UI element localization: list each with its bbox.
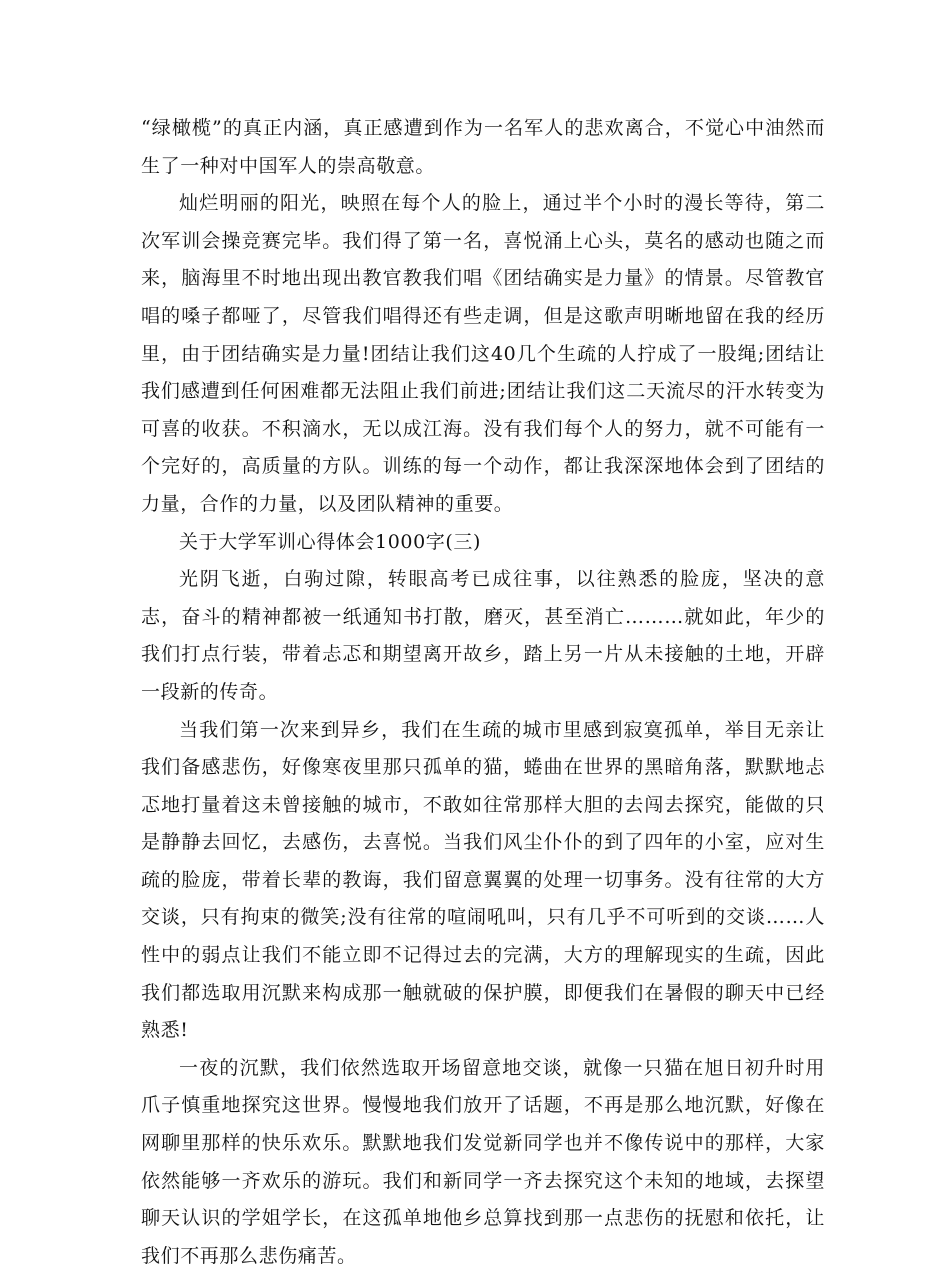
document-body xyxy=(141,110,825,1275)
paragraph: 光阴飞逝，白驹过隙，转眼高考已成往事，以往熟悉的脸庞，坚决的意志，奋斗的精神都被一纸通知书打散，磨灭，甚至消亡………就如此，年少的我们打点行装，带着忐忑和期望离开故乡，踏上另一片从未接触的土地，开辟一段新的传奇。 xyxy=(141,568,825,703)
paragraph: 灿烂明丽的阳光，映照在每个人的脸上，通过半个小时的漫长等待，第二次军训会操竞赛完毕。我们得了第一名，喜悦涌上心头，莫名的感动也随之而来，脑海里不时地出现出教官教我们唱《团结确实是力量》的情景。尽管教官唱的嗓子都哑了，尽管我们唱得还有些走调，但是这歌声明晰地留在我的经历里，由于团结确实是力量!团结让我们这40几个生疏的人拧成了一股绳;团结让我们感遭到任何困难都无法阻止我们前进;团结让我们这二天流尽的汗水转变为可喜的收获。不积滴水，无以成江海。没有我们每个人的努力，就不可能有一个完好的，高质量的方队。训练的每一个动作，都让我深深地体会到了团结的力量，合作的力量，以及团队精神的重要。 xyxy=(141,192,825,515)
paragraph: 当我们第一次来到异乡，我们在生疏的城市里感到寂寞孤单，举目无亲让我们备感悲伤，好像寒夜里那只孤单的猫，蜷曲在世界的黑暗角落，默默地忐忑地打量着这未曾接触的城市，不敢如往常那样大胆的去闯去探究，能做的只是静静去回忆，去感伤，去喜悦。当我们风尘仆仆的到了四年的小室，应对生疏的脸庞，带着长辈的教诲，我们留意翼翼的处理一切事务。没有往常的大方交谈，只有拘束的微笑;没有往常的喧闹吼叫，只有几乎不可听到的交谈……人性中的弱点让我们不能立即不记得过去的完满，大方的理解现实的生疏，因此我们都选取用沉默来构成那一触就破的保护膜，即便我们在暑假的聊天中已经熟悉! xyxy=(141,718,825,1042)
paragraph: “绿橄榄”的真正内涵，真正感遭到作为一名军人的悲欢离合，不觉心中油然而生了一种对中国军人的崇高敬意。 xyxy=(141,117,825,177)
paragraph: 一夜的沉默，我们依然选取开场留意地交谈，就像一只猫在旭日初升时用爪子慎重地探究这世界。慢慢地我们放开了话题，不再是那么地沉默，好像在网聊里那样的快乐欢乐。默默地我们发觉新同学也并不像传说中的那样，大家依然能够一齐欢乐的游玩。我们和新同学一齐去探究这个未知的地域，去探望聊天认识的学姐学长，在这孤单地他乡总算找到那一点悲伤的抚慰和依托，让我们不再那么悲伤痛苦。 xyxy=(141,1056,825,1267)
section-heading: 关于大学军训心得体会1000字(三) xyxy=(179,530,481,553)
